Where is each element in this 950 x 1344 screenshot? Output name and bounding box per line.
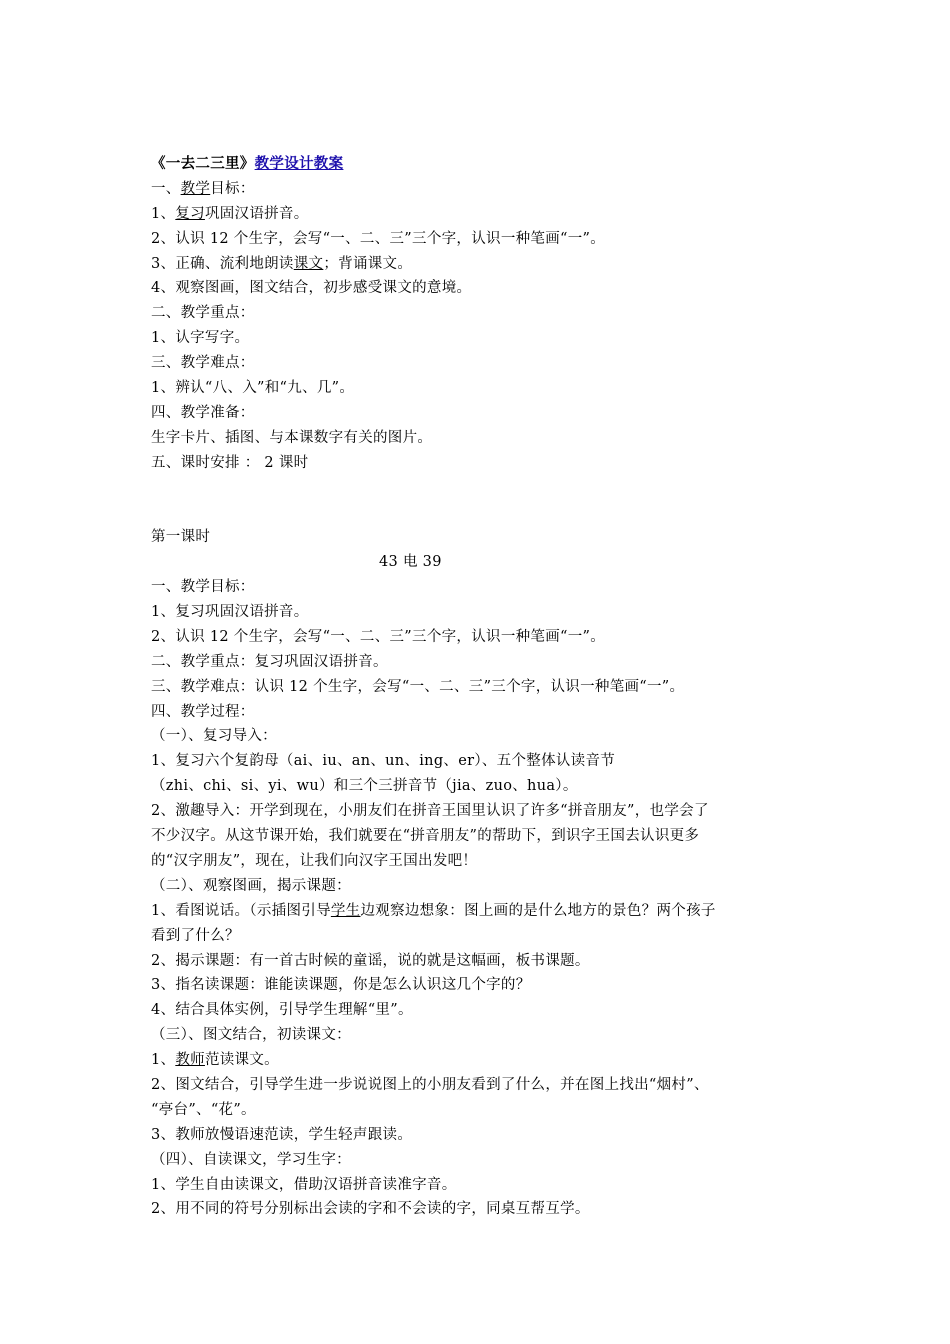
prep-1: 生字卡片、插图、与本课数字有关的图片。	[151, 429, 433, 446]
section-difficulty-heading: 三、教学难点：	[151, 355, 255, 372]
text: 3、正确、流利地朗读	[151, 255, 294, 272]
lesson1-objective-2: 2、认识 12 个生字，会写“一、二、三”三个字，认识一种笔画“一”。	[151, 628, 606, 645]
lesson1-objective-1: 1、复习巩固汉语拼音。	[151, 604, 309, 621]
title-book-name: 《一去二三里》	[151, 155, 255, 172]
part-1-heading: （一）、复习导入：	[151, 728, 277, 745]
text: 1、看图说话。（示插图引导	[151, 902, 331, 919]
text-3: 3、教师放慢语速范读，学生轻声跟读。	[151, 1126, 413, 1143]
text: 巩固汉语拼音。	[204, 205, 309, 222]
lesson1-heading: 第一课时	[151, 529, 211, 546]
link-jiaoshi[interactable]: 教师	[175, 1052, 205, 1069]
self-read-1: 1、学生自由读课文，借助汉语拼音读准字音。	[151, 1176, 457, 1193]
difficulty-1: 1、辨认“八、入”和“九、几”。	[151, 380, 355, 397]
part-3-heading: （三）、图文结合，初读课文：	[151, 1027, 351, 1044]
part-2-heading: （二）、观察图画，揭示课题：	[151, 877, 351, 894]
text: 一、	[151, 180, 181, 197]
lesson1-process-heading: 四、教学过程：	[151, 703, 255, 720]
lesson1-difficulty: 三、教学难点：认识 12 个生字，会写“一、二、三”三个字，认识一种笔画“一”。	[151, 678, 685, 695]
spacer	[151, 476, 801, 501]
link-xuesheng[interactable]: 学生	[330, 902, 361, 919]
observe-4: 4、结合具体实例，引导学生理解“里”。	[151, 1002, 413, 1019]
text: ；背诵课文。	[323, 255, 413, 272]
title-link[interactable]: 教学设计教案	[254, 155, 344, 172]
text: 范读课文。	[204, 1052, 279, 1069]
document-page	[151, 152, 801, 1222]
goal-1	[151, 202, 801, 227]
text-2-cont: “亭台”、“花”。	[151, 1101, 256, 1118]
text: 边观察边想象：图上画的是什么地方的景色？两个孩子	[360, 902, 716, 919]
section-prep-heading: 四、教学准备：	[151, 404, 255, 421]
doc-title	[151, 152, 801, 177]
text: 1、	[151, 205, 176, 222]
key-1: 1、认字写字。	[151, 330, 250, 347]
part-4-heading: （四）、自读课文，学习生字：	[151, 1151, 351, 1168]
text-1	[151, 1048, 801, 1073]
review-1: 1、复习六个复韵母（ai、iu、an、un、ing、er）、五个整体认读音节	[151, 753, 616, 770]
review-2-cont2: 的“汉字朋友”，现在，让我们向汉字王国出发吧！	[151, 852, 478, 869]
goal-3	[151, 252, 801, 277]
goal-2: 2、认识 12 个生字，会写“一、二、三”三个字，认识一种笔画“一”。	[151, 230, 606, 247]
lesson1-code: 43 电 39	[379, 554, 442, 571]
review-1-cont: （zhi、chi、si、yi、wu）和三个三拼音节（jia、zuo、hua）。	[151, 778, 578, 795]
text: 1、	[151, 1052, 176, 1069]
link-fuxi[interactable]: 复习	[175, 205, 205, 222]
lesson1-objectives-heading: 一、教学目标：	[151, 579, 255, 596]
text-2: 2、图文结合，引导学生进一步说说图上的小朋友看到了什么，并在图上找出“烟村”、	[151, 1076, 709, 1093]
text: 目标：	[210, 180, 255, 197]
section-key-heading: 二、教学重点：	[151, 305, 255, 322]
self-read-2: 2、用不同的符号分别标出会读的字和不会读的字，同桌互帮互学。	[151, 1201, 590, 1218]
observe-1	[151, 899, 801, 924]
lesson1-key: 二、教学重点：复习巩固汉语拼音。	[151, 653, 388, 670]
spacer	[151, 500, 801, 525]
observe-2: 2、揭示课题：有一首古时候的童谣，说的就是这幅画，板书课题。	[151, 952, 590, 969]
section-schedule: 五、课时安排 ： 2 课时	[151, 454, 309, 471]
review-2: 2、激趣导入：开学到现在，小朋友们在拼音王国里认识了许多“拼音朋友”，也学会了	[151, 803, 709, 820]
observe-3: 3、指名读课题：谁能读课题，你是怎么认识这几个字的？	[151, 977, 531, 994]
link-kewen[interactable]: 课文	[293, 255, 324, 272]
review-2-cont: 不少汉字。从这节课开始，我们就要在“拼音朋友”的帮助下，到识字王国去认识更多	[151, 828, 700, 845]
goal-4: 4、观察图画，图文结合，初步感受课文的意境。	[151, 280, 472, 297]
link-jiaoxue[interactable]: 教学	[180, 180, 211, 197]
observe-1-cont: 看到了什么？	[151, 927, 240, 944]
section-objectives-heading	[151, 177, 801, 202]
